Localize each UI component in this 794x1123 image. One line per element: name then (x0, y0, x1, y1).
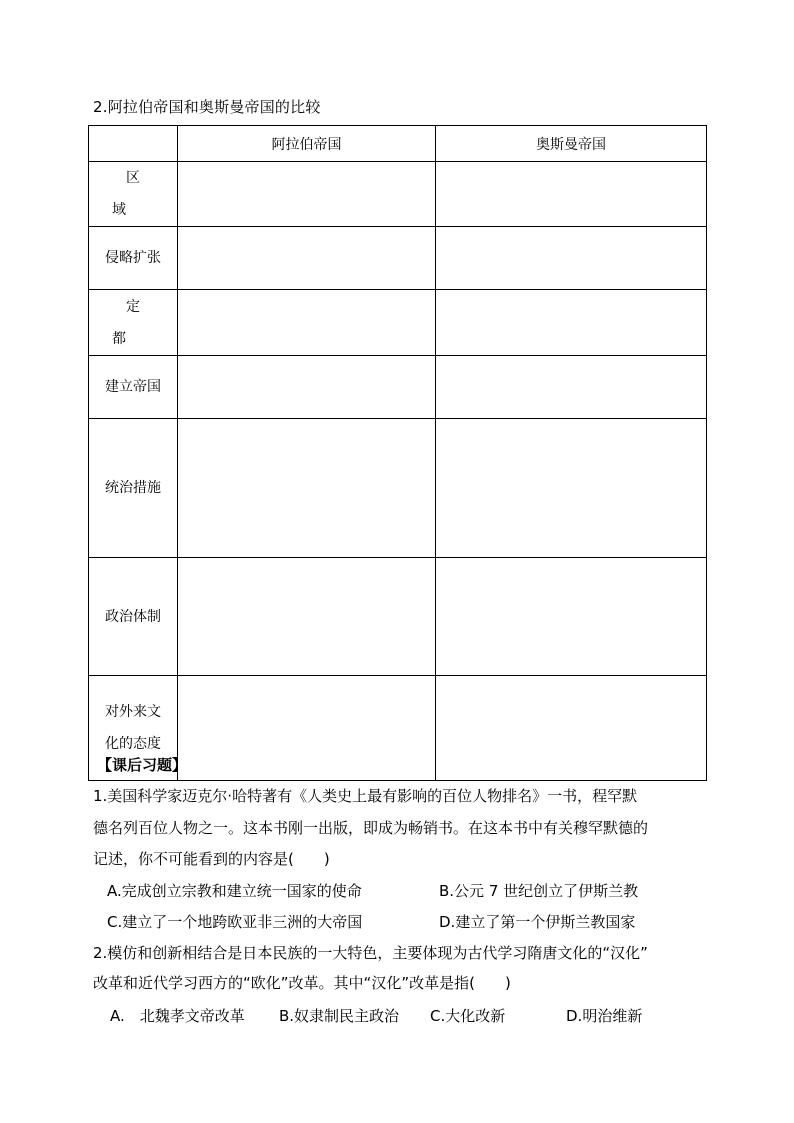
header-corner-cell (89, 126, 178, 162)
answer-cell-ottoman[interactable] (436, 227, 707, 290)
question-text-line: 改革和近代学习西方的“欧化”改革。其中“汉化”改革是指( ) (93, 974, 511, 992)
question-text-line: 德名列百位人物之一。这本书刚一出版，即成为畅销书。在这本书中有关穆罕默德的 (93, 819, 649, 837)
answer-cell-ottoman[interactable] (436, 419, 707, 558)
row-label-region: 区域 (89, 162, 178, 227)
answer-cell-arab[interactable] (178, 162, 436, 227)
row-label-rule-measures: 统治措施 (89, 419, 178, 558)
answer-cell-arab[interactable] (178, 227, 436, 290)
table-row (89, 290, 707, 356)
answer-cell-ottoman[interactable] (436, 162, 707, 227)
section-title: 2.阿拉伯帝国和奥斯曼帝国的比较 (93, 98, 321, 116)
answer-cell-arab[interactable] (178, 356, 436, 419)
homework-title: 【课后习题】 (97, 756, 188, 774)
option-c[interactable]: C.大化改新 (430, 1007, 506, 1025)
answer-cell-ottoman[interactable] (436, 676, 707, 781)
table-row (89, 558, 707, 676)
question-text-line: 记述，你不可能看到的内容是( ) (93, 850, 330, 868)
option-b[interactable]: B.奴隶制民主政治 (279, 1007, 400, 1025)
option-d[interactable]: D.明治维新 (566, 1007, 643, 1025)
answer-cell-ottoman[interactable] (436, 558, 707, 676)
option-d[interactable]: D.建立了第一个伊斯兰教国家 (439, 913, 636, 931)
row-label-founding: 建立帝国 (89, 356, 178, 419)
table-row (89, 162, 707, 227)
answer-cell-ottoman[interactable] (436, 290, 707, 356)
table-row (89, 419, 707, 558)
option-a[interactable]: A. 北魏孝文帝改革 (110, 1007, 245, 1025)
question-text-line: 1.美国科学家迈克尔·哈特著有《人类史上最有影响的百位人物排名》一书，程罕默 (93, 787, 638, 805)
row-label-political-system: 政治体制 (89, 558, 178, 676)
row-label-capital: 定都 (89, 290, 178, 356)
answer-cell-arab[interactable] (178, 419, 436, 558)
option-a[interactable]: A.完成创立宗教和建立统一国家的使命 (107, 882, 362, 900)
header-ottoman-empire: 奥斯曼帝国 (436, 126, 707, 162)
header-arab-empire: 阿拉伯帝国 (178, 126, 436, 162)
option-c[interactable]: C.建立了一个地跨欧亚非三洲的大帝国 (107, 913, 363, 931)
option-b[interactable]: B.公元 7 世纪创立了伊斯兰教 (439, 882, 639, 900)
table-row (89, 227, 707, 290)
label-line: 化的态度 (105, 736, 161, 752)
question-text-line: 2.模仿和创新相结合是日本民族的一大特色，主要体现为古代学习隋唐文化的“汉化” (93, 944, 648, 962)
row-label-expansion: 侵略扩张 (89, 227, 178, 290)
answer-cell-arab[interactable] (178, 676, 436, 781)
answer-cell-arab[interactable] (178, 290, 436, 356)
label-line: 对外来文 (105, 704, 161, 720)
table-header-row (89, 126, 707, 162)
answer-cell-arab[interactable] (178, 558, 436, 676)
comparison-table (88, 125, 707, 781)
answer-cell-ottoman[interactable] (436, 356, 707, 419)
table-row (89, 356, 707, 419)
